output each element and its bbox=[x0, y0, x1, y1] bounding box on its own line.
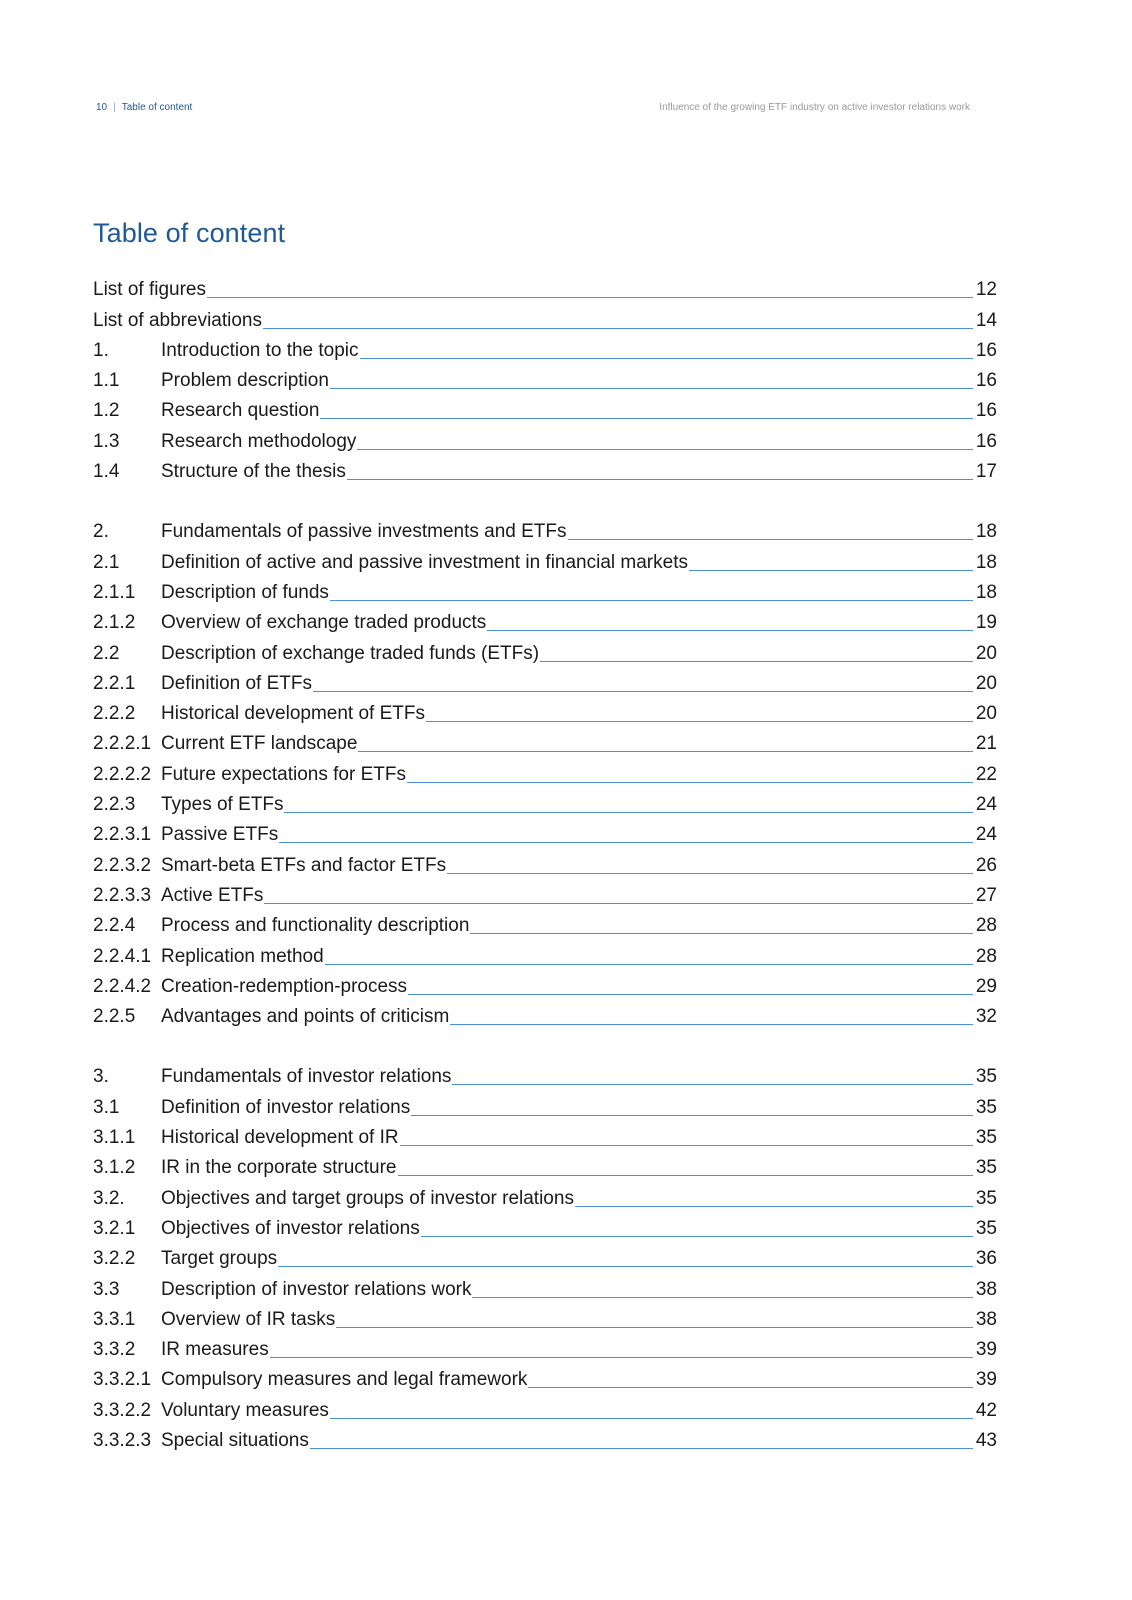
toc-leader-line bbox=[264, 902, 973, 904]
toc-entry-title: Objectives of investor relations bbox=[161, 1217, 420, 1239]
toc-leader-line bbox=[325, 963, 973, 965]
toc-entry-title: Objectives and target groups of investor relations bbox=[161, 1187, 574, 1209]
toc-entry-title: Description of investor relations work bbox=[161, 1278, 472, 1300]
toc-entry-title: Creation-redemption-process bbox=[161, 975, 408, 997]
toc-entry-title: Structure of the thesis bbox=[161, 461, 346, 483]
toc-entry-title: Active ETFs bbox=[161, 884, 264, 906]
toc-leader-line bbox=[452, 1083, 973, 1085]
toc-leader-line bbox=[278, 1265, 973, 1267]
toc-leader-line bbox=[568, 538, 973, 540]
toc-entry-title: Replication method bbox=[161, 945, 324, 967]
toc-entry-number: 2. bbox=[93, 521, 109, 543]
toc-entry-number: 1.3 bbox=[93, 430, 120, 452]
toc-entry-page: 22 bbox=[975, 763, 997, 785]
toc-leader-line bbox=[358, 750, 973, 752]
toc-entry-number: 2.2.4.1 bbox=[93, 945, 152, 967]
toc-entry-page: 27 bbox=[975, 884, 997, 906]
toc-entry-title: Special situations bbox=[161, 1429, 309, 1451]
toc-entry-number: 2.2.1 bbox=[93, 672, 136, 694]
toc-entry-title: Definition of investor relations bbox=[161, 1096, 411, 1118]
toc-leader-line bbox=[263, 327, 973, 329]
toc-entry[interactable] bbox=[93, 1331, 997, 1361]
toc-entry-title: IR measures bbox=[161, 1339, 269, 1361]
toc-entry-number: 2.2.3.1 bbox=[93, 824, 152, 846]
toc-entry[interactable] bbox=[93, 1088, 997, 1118]
toc-entry[interactable] bbox=[93, 1422, 997, 1452]
toc-entry-title: Fundamentals of passive investments and ETFs bbox=[161, 521, 567, 543]
toc-entry-title: List of figures bbox=[93, 279, 206, 301]
toc-entry-page: 18 bbox=[975, 551, 997, 573]
toc-entry[interactable] bbox=[93, 755, 997, 785]
toc-entry-title: Smart-beta ETFs and factor ETFs bbox=[161, 854, 447, 876]
toc-entry[interactable] bbox=[93, 422, 997, 452]
toc-leader-line bbox=[310, 1447, 973, 1449]
toc-entry[interactable] bbox=[93, 1240, 997, 1270]
toc-entry[interactable] bbox=[93, 937, 997, 967]
toc-entry-page: 14 bbox=[975, 309, 997, 331]
toc-entry-title: Target groups bbox=[161, 1248, 278, 1270]
toc-entry-title: IR in the corporate structure bbox=[161, 1157, 397, 1179]
toc-entry-title: Definition of active and passive investment in financial markets bbox=[161, 551, 688, 573]
toc-entry-page: 39 bbox=[975, 1369, 997, 1391]
toc-entry[interactable] bbox=[93, 846, 997, 876]
toc-leader-line bbox=[426, 720, 973, 722]
toc-entry-title: Future expectations for ETFs bbox=[161, 763, 406, 785]
toc-entry-page: 36 bbox=[975, 1248, 997, 1270]
toc-entry-number: 3.2.2 bbox=[93, 1248, 136, 1270]
page-title: Table of content bbox=[93, 218, 286, 248]
toc-entry[interactable] bbox=[93, 362, 997, 392]
toc-entry-page: 24 bbox=[975, 824, 997, 846]
toc-entry-number: 3. bbox=[93, 1066, 109, 1088]
toc-entry-number: 3.3.1 bbox=[93, 1308, 136, 1330]
toc-entry-number: 2.2.3.3 bbox=[93, 884, 152, 906]
toc-entry[interactable] bbox=[93, 1301, 997, 1331]
toc-entry-page: 38 bbox=[975, 1278, 997, 1300]
toc-entry-page: 42 bbox=[975, 1399, 997, 1421]
toc-leader-line bbox=[320, 417, 973, 419]
toc-entry-number: 2.1 bbox=[93, 551, 120, 573]
toc-entry-page: 19 bbox=[975, 612, 997, 634]
toc-entry-number: 3.3.2.1 bbox=[93, 1369, 152, 1391]
toc-entry-page: 20 bbox=[975, 672, 997, 694]
toc-entry-page: 26 bbox=[975, 854, 997, 876]
toc-leader-line bbox=[330, 387, 973, 389]
toc-entry-number: 2.2.2 bbox=[93, 703, 136, 725]
toc-entry-number: 2.2.2.2 bbox=[93, 763, 152, 785]
toc-entry-page: 38 bbox=[975, 1308, 997, 1330]
toc-entry[interactable] bbox=[93, 695, 997, 725]
toc-entry-number: 1. bbox=[93, 339, 109, 361]
toc-leader-line bbox=[357, 448, 973, 450]
toc-leader-line bbox=[408, 993, 973, 995]
toc-leader-line bbox=[347, 478, 973, 480]
toc-entry-title: Process and functionality description bbox=[161, 915, 470, 937]
toc-entry-number: 1.2 bbox=[93, 400, 120, 422]
toc-leader-line bbox=[540, 660, 973, 662]
toc-entry-title: Advantages and points of criticism bbox=[161, 1006, 450, 1028]
toc-leader-line bbox=[400, 1144, 973, 1146]
toc-entry-page: 16 bbox=[975, 339, 997, 361]
toc-entry-page: 43 bbox=[975, 1429, 997, 1451]
toc-entry-title: Passive ETFs bbox=[161, 824, 279, 846]
page-header bbox=[96, 100, 970, 114]
toc-entry[interactable] bbox=[93, 816, 997, 846]
toc-entry-number: 2.2.4 bbox=[93, 915, 136, 937]
toc-entry[interactable] bbox=[93, 968, 997, 998]
toc-leader-line bbox=[689, 569, 973, 571]
toc-entry[interactable] bbox=[93, 1119, 997, 1149]
toc-entry-page: 35 bbox=[975, 1127, 997, 1149]
toc-entry-number: 3.1.1 bbox=[93, 1127, 136, 1149]
toc-entry[interactable] bbox=[93, 604, 997, 634]
toc-entry-number: 3.2. bbox=[93, 1187, 125, 1209]
toc-entry[interactable] bbox=[93, 1361, 997, 1391]
header-doc-title: Influence of the growing ETF industry on active investor relations work bbox=[659, 101, 970, 113]
toc-entry-number: 3.3 bbox=[93, 1278, 120, 1300]
toc-entry-number: 2.2.2.1 bbox=[93, 733, 152, 755]
toc-entry-number: 2.2.3.2 bbox=[93, 854, 152, 876]
toc-entry[interactable] bbox=[93, 453, 997, 483]
toc-entry[interactable] bbox=[93, 786, 997, 816]
toc-entry[interactable] bbox=[93, 1210, 997, 1240]
toc-leader-line bbox=[421, 1235, 973, 1237]
toc-entry-title: Types of ETFs bbox=[161, 794, 284, 816]
toc-entry-page: 18 bbox=[975, 581, 997, 603]
toc-entry[interactable] bbox=[93, 543, 997, 573]
toc-leader-line bbox=[330, 599, 973, 601]
toc-entry-title: Current ETF landscape bbox=[161, 733, 358, 755]
toc-entry-title: Problem description bbox=[161, 370, 329, 392]
toc-entry-number: 2.2.5 bbox=[93, 1006, 136, 1028]
toc-entry-page: 35 bbox=[975, 1187, 997, 1209]
table-of-contents bbox=[93, 271, 997, 1452]
toc-leader-line bbox=[270, 1356, 973, 1358]
toc-entry-page: 18 bbox=[975, 521, 997, 543]
toc-entry[interactable] bbox=[93, 392, 997, 422]
toc-entry[interactable] bbox=[93, 1270, 997, 1300]
toc-entry-number: 3.2.1 bbox=[93, 1217, 136, 1239]
toc-entry-page: 28 bbox=[975, 915, 997, 937]
toc-entry[interactable] bbox=[93, 725, 997, 755]
toc-leader-line bbox=[330, 1417, 973, 1419]
toc-entry-title: Historical development of ETFs bbox=[161, 703, 425, 725]
toc-entry-page: 20 bbox=[975, 642, 997, 664]
toc-entry-number: 2.2 bbox=[93, 642, 120, 664]
header-left bbox=[96, 102, 192, 113]
header-section: Table of content bbox=[121, 101, 193, 113]
toc-entry-page: 17 bbox=[975, 461, 997, 483]
toc-entry-number: 2.2.3 bbox=[93, 794, 136, 816]
toc-leader-line bbox=[398, 1174, 974, 1176]
toc-entry-title: Research question bbox=[161, 400, 320, 422]
toc-entry-title: Description of funds bbox=[161, 581, 329, 603]
toc-entry-page: 28 bbox=[975, 945, 997, 967]
toc-entry[interactable] bbox=[93, 332, 997, 362]
toc-entry-title: Overview of IR tasks bbox=[161, 1308, 336, 1330]
toc-leader-line bbox=[450, 1023, 973, 1025]
toc-leader-line bbox=[528, 1386, 973, 1388]
toc-entry-title: Description of exchange traded funds (ETFs) bbox=[161, 642, 540, 664]
toc-entry-page: 35 bbox=[975, 1066, 997, 1088]
toc-leader-line bbox=[411, 1114, 973, 1116]
toc-entry-number: 2.1.1 bbox=[93, 581, 136, 603]
header-separator: | bbox=[113, 101, 116, 113]
toc-entry-page: 16 bbox=[975, 400, 997, 422]
toc-entry-page: 32 bbox=[975, 1006, 997, 1028]
toc-entry[interactable] bbox=[93, 634, 997, 664]
toc-entry-page: 12 bbox=[975, 279, 997, 301]
toc-entry-number: 1.4 bbox=[93, 461, 120, 483]
toc-entry-number: 3.3.2.3 bbox=[93, 1429, 152, 1451]
toc-entry-page: 35 bbox=[975, 1217, 997, 1239]
toc-entry-title: Fundamentals of investor relations bbox=[161, 1066, 452, 1088]
toc-entry-page: 16 bbox=[975, 370, 997, 392]
toc-entry[interactable] bbox=[93, 998, 997, 1028]
toc-entry-title: Compulsory measures and legal framework bbox=[161, 1369, 528, 1391]
toc-leader-line bbox=[313, 690, 973, 692]
toc-entry[interactable] bbox=[93, 877, 997, 907]
toc-entry-number: 3.3.2.2 bbox=[93, 1399, 152, 1421]
page-number: 10 bbox=[96, 101, 108, 113]
toc-entry-page: 16 bbox=[975, 430, 997, 452]
toc-entry-number: 3.1 bbox=[93, 1096, 120, 1118]
toc-entry-page: 35 bbox=[975, 1157, 997, 1179]
toc-entry[interactable] bbox=[93, 1179, 997, 1209]
toc-entry-number: 1.1 bbox=[93, 370, 120, 392]
toc-entry-page: 39 bbox=[975, 1339, 997, 1361]
toc-leader-line bbox=[470, 932, 973, 934]
toc-entry[interactable] bbox=[93, 1391, 997, 1421]
toc-entry-number: 2.2.4.2 bbox=[93, 975, 152, 997]
toc-entry[interactable] bbox=[93, 665, 997, 695]
toc-entry-title: Definition of ETFs bbox=[161, 672, 312, 694]
toc-entry[interactable] bbox=[93, 574, 997, 604]
toc-leader-line bbox=[472, 1296, 973, 1298]
toc-entry-page: 20 bbox=[975, 703, 997, 725]
toc-entry-page: 21 bbox=[975, 733, 997, 755]
toc-leader-line bbox=[360, 357, 973, 359]
toc-leader-line bbox=[447, 872, 973, 874]
toc-entry[interactable] bbox=[93, 513, 997, 543]
toc-entry-title: Historical development of IR bbox=[161, 1127, 399, 1149]
toc-leader-line bbox=[279, 841, 973, 843]
toc-leader-line bbox=[575, 1205, 973, 1207]
toc-entry-number: 3.1.2 bbox=[93, 1157, 136, 1179]
toc-entry-page: 29 bbox=[975, 975, 997, 997]
toc-entry-page: 24 bbox=[975, 794, 997, 816]
toc-entry-number: 2.1.2 bbox=[93, 612, 136, 634]
toc-entry-number: 3.3.2 bbox=[93, 1339, 136, 1361]
toc-leader-line bbox=[284, 811, 973, 813]
toc-entry-title: List of abbreviations bbox=[93, 309, 262, 331]
toc-entry-title: Research methodology bbox=[161, 430, 357, 452]
toc-leader-line bbox=[207, 296, 973, 298]
toc-leader-line bbox=[336, 1326, 973, 1328]
toc-entry[interactable] bbox=[93, 271, 997, 301]
toc-entry[interactable] bbox=[93, 1149, 997, 1179]
toc-entry-title: Introduction to the topic bbox=[161, 339, 359, 361]
toc-leader-line bbox=[407, 781, 973, 783]
toc-entry-page: 35 bbox=[975, 1096, 997, 1118]
toc-entry[interactable] bbox=[93, 301, 997, 331]
toc-entry-title: Voluntary measures bbox=[161, 1399, 329, 1421]
toc-entry-title: Overview of exchange traded products bbox=[161, 612, 487, 634]
toc-entry[interactable] bbox=[93, 1058, 997, 1088]
toc-leader-line bbox=[487, 629, 973, 631]
toc-entry[interactable] bbox=[93, 907, 997, 937]
